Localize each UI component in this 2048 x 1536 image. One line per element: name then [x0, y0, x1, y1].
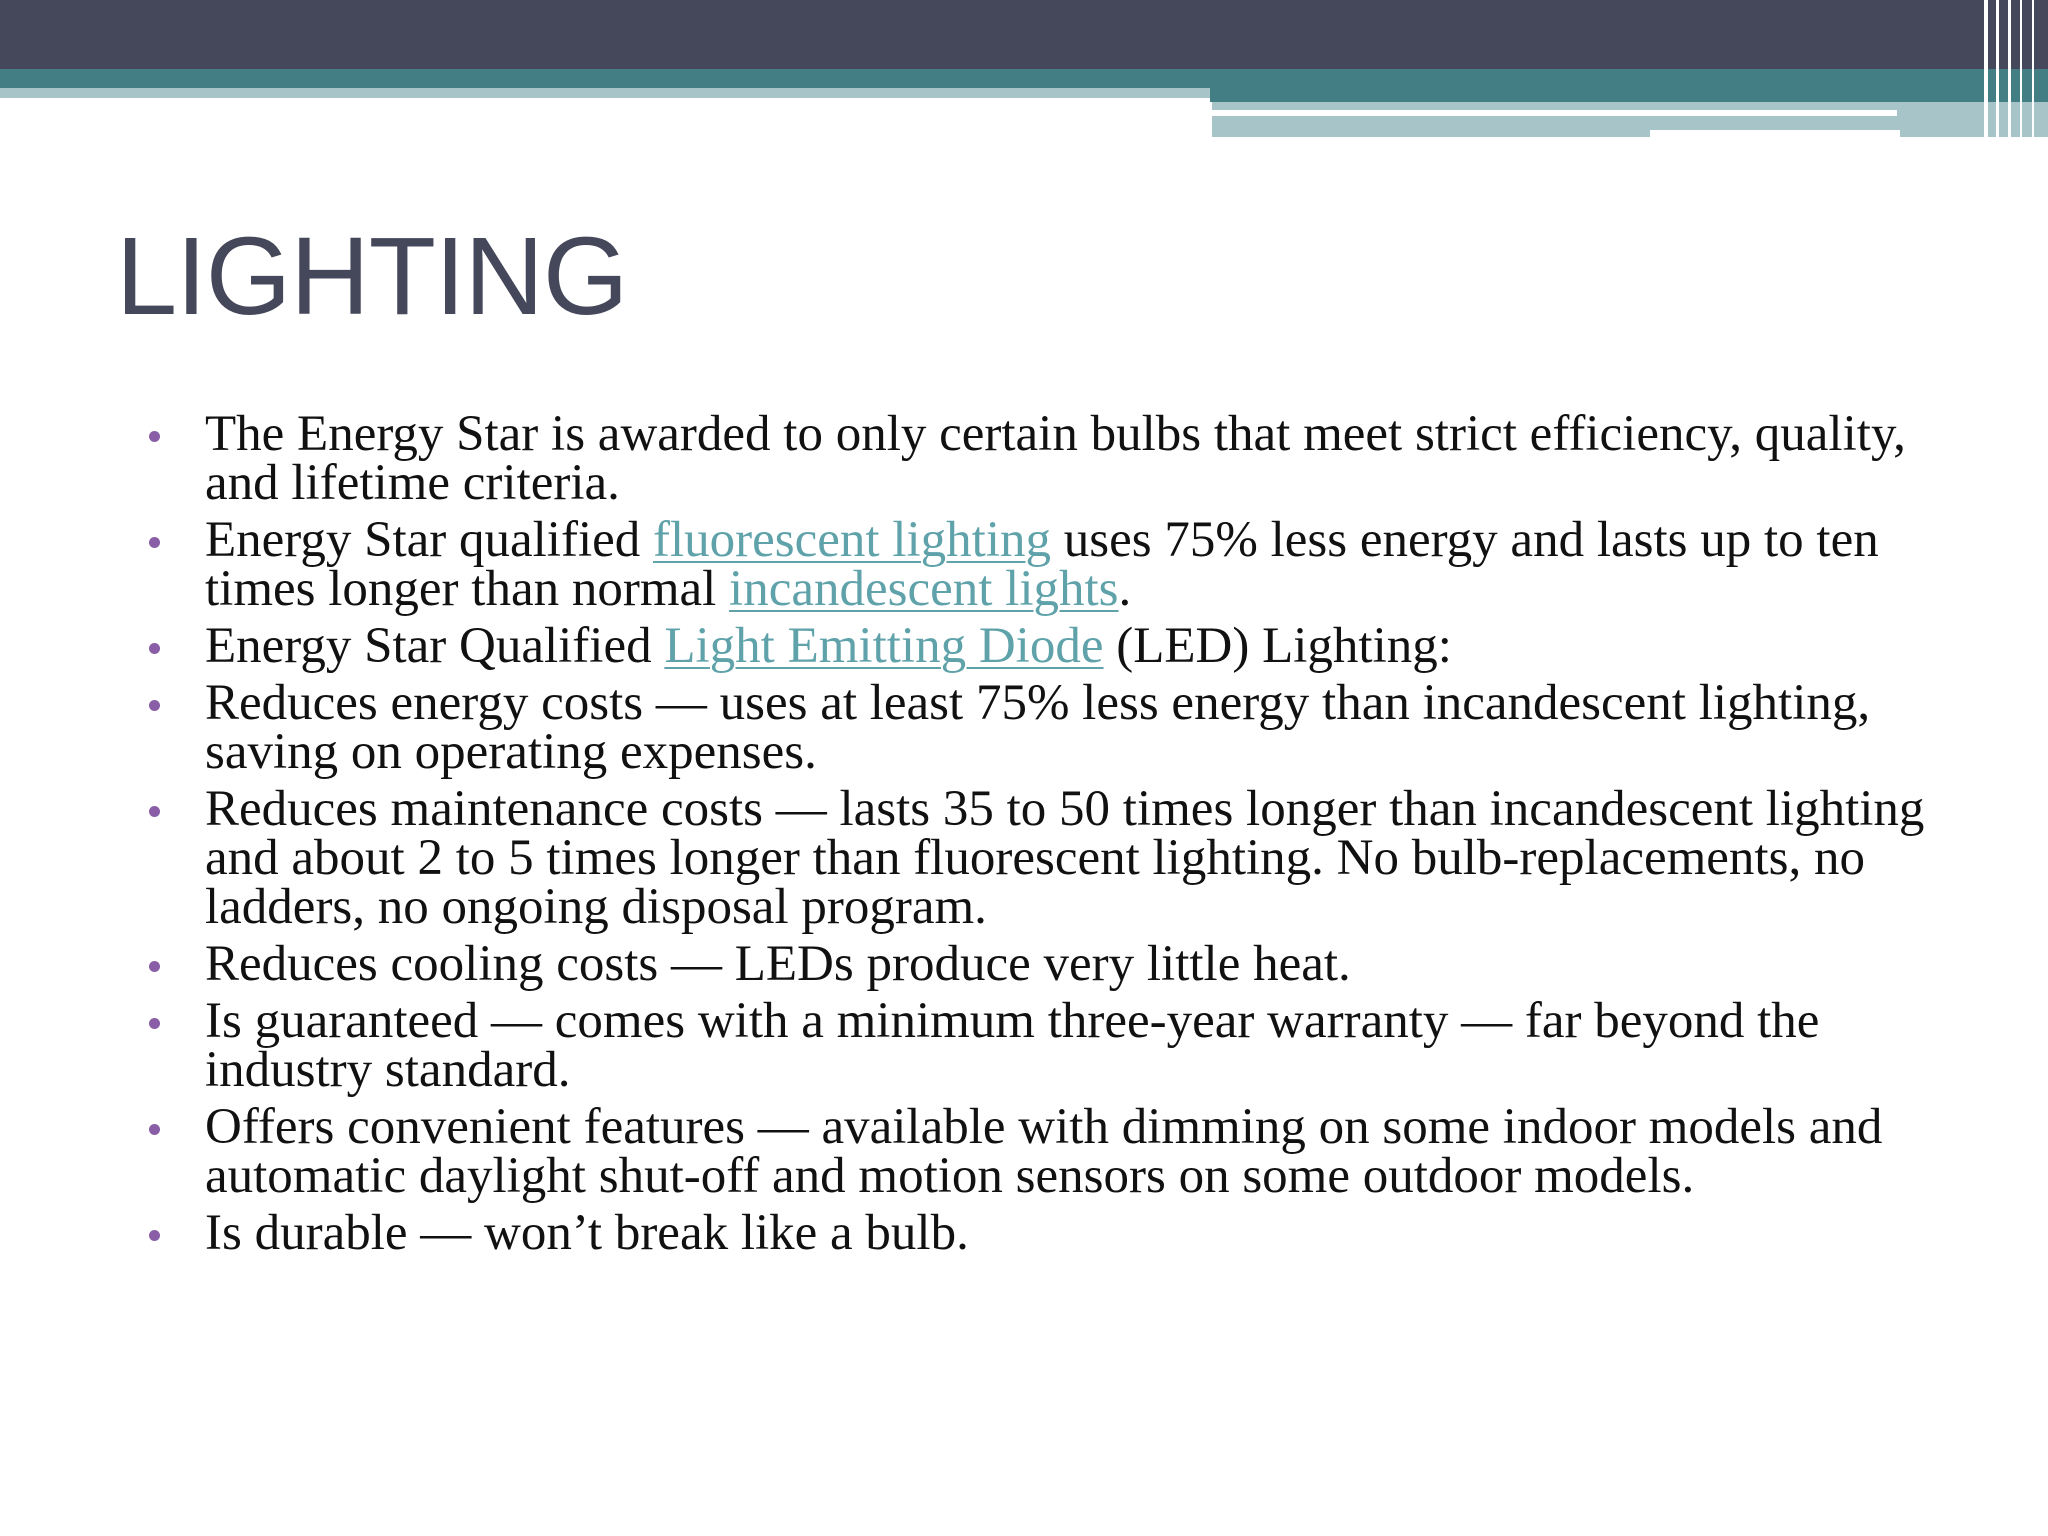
- header-stripe: [2032, 0, 2034, 137]
- header-accent-line: [1212, 110, 1897, 116]
- bullet-text: Energy Star qualified: [205, 512, 654, 568]
- header-band-dark: [0, 0, 2048, 69]
- bullet-item: [146, 512, 1926, 617]
- bullet-text: (LED) Lighting:: [1103, 618, 1452, 674]
- bullet-text: Is durable — won’t break like a bulb.: [205, 1205, 969, 1261]
- header-band-right-teal: [1210, 88, 2048, 102]
- bullet-item: [146, 936, 1926, 992]
- bullet-dot-icon: [149, 806, 160, 817]
- bullet-item: [146, 993, 1926, 1098]
- bullet-dot-icon: [149, 1230, 160, 1241]
- header-accent-under: [1212, 130, 1650, 137]
- bullet-text: Offers convenient features — available with dimming on some indoor models and automatic daylight shut-off and motion sensors on some outdoor models.: [205, 1099, 1883, 1204]
- bullet-text: Reduces cooling costs — LEDs produce very little heat.: [205, 936, 1351, 992]
- bullet-item: [146, 675, 1926, 780]
- slide-title: LIGHTING: [116, 215, 628, 338]
- bullet-text: .: [1118, 561, 1132, 617]
- link-light-emitting-diode[interactable]: Light Emitting Diode: [664, 618, 1104, 674]
- bullet-dot-icon: [149, 961, 160, 972]
- bullet-item: [146, 1099, 1926, 1204]
- header-band-light: [0, 88, 1210, 98]
- bullet-dot-icon: [149, 643, 160, 654]
- link-fluorescent-lighting[interactable]: fluorescent lighting: [653, 512, 1052, 568]
- bullet-text: The Energy Star is awarded to only certain bulbs that meet strict efficiency, quality, and lifetime criteria.: [205, 406, 1906, 511]
- header-stripe: [2020, 0, 2022, 137]
- bullet-item: [146, 618, 1926, 674]
- bullet-dot-icon: [149, 431, 160, 442]
- link-incandescent-lights[interactable]: incandescent lights: [729, 561, 1119, 617]
- bullet-item: [146, 1205, 1926, 1261]
- bullet-text: Reduces maintenance costs — lasts 35 to 50 times longer than incandescent lighting and about 2 to 5 times longer than fluorescent lighting. No bulb-replacements, no ladders, no ongoing disposal program.: [205, 781, 1925, 935]
- header-band-teal: [0, 69, 2048, 88]
- bullet-text: Reduces energy costs — uses at least 75% less energy than incandescent lighting, saving on operating expenses.: [205, 675, 1871, 780]
- bullet-dot-icon: [149, 1124, 160, 1135]
- bullet-item: [146, 406, 1926, 511]
- bullet-text: Is guaranteed — comes with a minimum three-year warranty — far beyond the industry standard.: [205, 993, 1820, 1098]
- header-stripe: [2008, 0, 2011, 137]
- bullet-dot-icon: [149, 700, 160, 711]
- header-stripe: [1996, 0, 1999, 137]
- bullet-text: uses 75% less energy and lasts up to ten times longer than normal: [205, 512, 1879, 617]
- bullet-text: Energy Star Qualified: [205, 618, 665, 674]
- header-accent-line-2: [1650, 130, 1900, 137]
- bullet-dot-icon: [149, 1018, 160, 1029]
- bullet-dot-icon: [149, 537, 160, 548]
- header-stripe: [1984, 0, 1988, 137]
- bullet-item: [146, 781, 1926, 935]
- bullet-list: [146, 406, 1926, 1266]
